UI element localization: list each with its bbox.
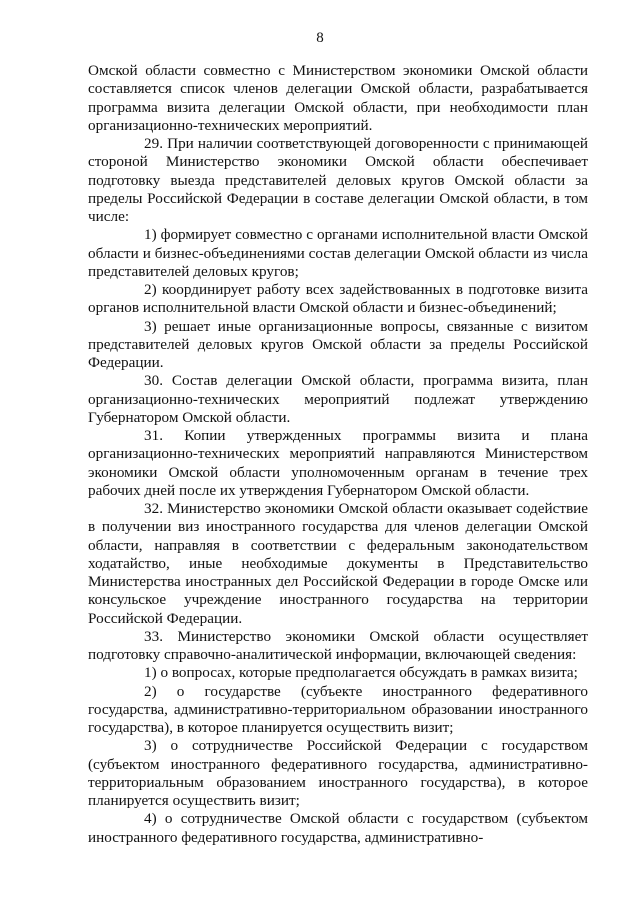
paragraph-continuation: Омской области совместно с Министерством экономики Омской области составляется список членов делегации Омской области, разрабатывается программа визита делегации Омской области, при необходимости план организационно-технических мероприятий. [88,62,588,134]
paragraph-33-item-4: 4) о сотрудничестве Омской области с государством (субъектом иностранного федеративного государства, административно- [88,810,588,846]
page-number: 8 [316,30,324,46]
paragraph-33: 33. Министерство экономики Омской области осуществляет подготовку справочно-аналитической информации, включающей сведения: [88,627,588,663]
paragraph-29-item-2: 2) координирует работу всех задействованных в подготовке визита органов исполнительной власти Омской области и бизнес-объединений; [88,281,588,317]
paragraph-32: 32. Министерство экономики Омской области оказывает содействие в получении виз иностранного государства для членов делегации Омской области, направляя в соответствии с федеральным законодательством ходатайство, иные необходимые документы в Представительство Министерства иностранных дел Российской Федерации в городе Омске или консульское учреждение иностранного государства на территории Российской Федерации. [88,500,588,627]
paragraph-30: 30. Состав делегации Омской области, программа визита, план организационно-технических мероприятий подлежат утверждению Губернатором Омской области. [88,372,588,426]
paragraph-31: 31. Копии утвержденных программы визита и плана организационно-технических мероприятий направляются Министерством экономики Омской области уполномоченным органам в течение трех рабочих дней после их утверждения Губернатором Омской области. [88,427,588,499]
paragraph-33-item-2: 2) о государстве (субъекте иностранного федеративного государства, административно-территориальном образовании иностранного государства), в которое планируется осуществить визит; [88,682,588,736]
paragraph-33-item-3: 3) о сотрудничестве Российской Федерации с государством (субъектом иностранного федеративного государства, административно-территориальным образованием иностранного государства), в которое планируется осуществить визит; [88,737,588,809]
paragraph-33-item-1: 1) о вопросах, которые предполагается обсуждать в рамках визита; [144,664,578,682]
paragraph-29: 29. При наличии соответствующей договоренности с принимающей стороной Министерство экономики Омской области обеспечивает подготовку выезда представителей деловых кругов Омской области за пределы Российской Федерации в составе делегации Омской области, в том числе: [88,135,588,225]
document-body [88,62,588,847]
paragraph-29-item-3: 3) решает иные организационные вопросы, связанные с визитом представителей деловых кругов Омской области за пределы Российской Федерации. [88,317,588,371]
paragraph-29-item-1: 1) формирует совместно с органами исполнительной власти Омской области и бизнес-объединениями состав делегации Омской области из числа представителей деловых кругов; [88,226,588,280]
